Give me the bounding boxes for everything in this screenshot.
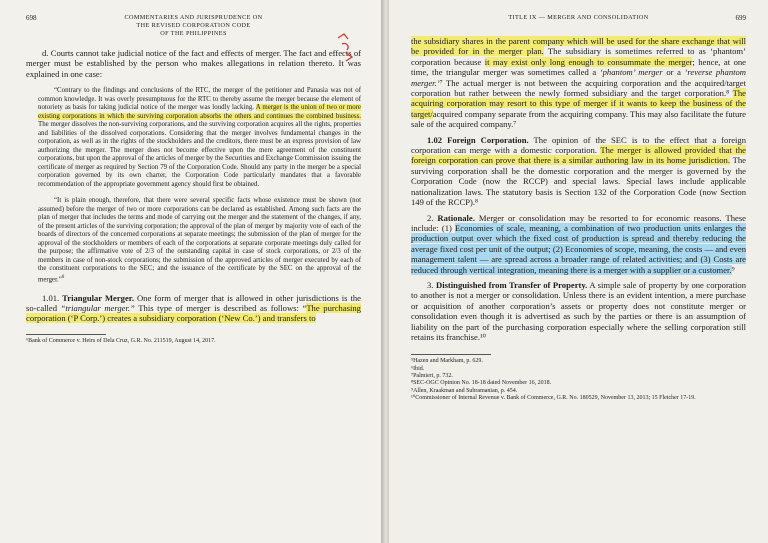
- running-head-line: OF THE PHILIPPINES: [160, 30, 227, 37]
- italic-text: ‘phantom’ merger: [599, 67, 663, 78]
- left-page: [0, 0, 381, 543]
- section-transfer-of-property: [411, 280, 746, 342]
- highlighted-text: the subsidiary shares in the parent company which will be used for the share exchange that will be provided for in the merger plan.: [411, 36, 746, 57]
- section-foreign-corporation: [411, 135, 746, 208]
- paragraph-d: d. Courts cannot take judicial notice of the fact and effects of merger. The fact and effects of merger must be established by the person who makes allegations in relation thereto. It was explained in one case:: [26, 48, 361, 79]
- running-head: [26, 14, 361, 38]
- footnotes: [411, 358, 746, 402]
- section-number: 1.02: [427, 134, 443, 145]
- body-text: ⁷ The actual merger is not between the acquiring corporation and the acquired/target corporation but rather between the newly formed subsidiary and the target corporation.⁸: [411, 77, 746, 99]
- running-head: TITLE IX — MERGER AND CONSOLIDATION: [508, 14, 649, 21]
- body-text: ; hence, at one time, the triangular merger was sometimes called a: [411, 56, 746, 78]
- footnote: ⁷Palmieri, p. 732.: [411, 372, 453, 379]
- running-head-line: COMMENTARIES AND JURISPRUDENCE ON: [124, 14, 263, 21]
- paragraph-phantom-merger: [411, 36, 746, 130]
- body-text: One form of merger that is allowed in other jurisdictions is the so-called: [26, 292, 362, 313]
- body-text: The opinion of the SEC is to the effect that a foreign corporation can merge with a domestic corporation.: [411, 134, 746, 156]
- italic-text: ‘reverse phantom merger.’: [411, 67, 747, 88]
- body-text: This type of merger is described as follows: “: [134, 302, 307, 313]
- highlighted-text: it may exist only long enough to consummate the merger: [484, 56, 693, 67]
- block-quote: [26, 197, 361, 284]
- body-text: A simple sale of property by one corporation to another is not a merger or consolidation. Unless there is an evident intention, a mere purchase or acquisition of another corporation’s assets or property does not constitute merger or consolidation even though it is advertised as such by the parties or there is an assumption of liability on the part of the purchasing corporation especially where the selling corporation still retains its franchise.¹⁰: [411, 279, 746, 342]
- section-triangular-merger: [26, 293, 361, 324]
- footnote: ⁶Ibid.: [411, 365, 425, 372]
- section-number: 2.: [427, 212, 434, 223]
- footnote: ⁶Bank of Commerce v. Heirs of Dela Cruz, G.R. No. 211519, August 14, 2017.: [26, 337, 216, 344]
- body-text: or a: [662, 67, 685, 78]
- section-number: 3.: [427, 279, 434, 290]
- footnote: ¹⁰Commissioner of Internal Revenue v. Bank of Commerce, G.R. No. 180529, November 13, 2013; 15 Fletcher 17-19.: [411, 394, 696, 401]
- book-gutter: [381, 0, 389, 543]
- footnote-marker: ⁹: [731, 264, 735, 275]
- section-title: Rationale.: [437, 212, 475, 223]
- section-title: Triangular Merger.: [62, 292, 134, 303]
- page-number: 699: [735, 14, 746, 22]
- quote-text: The merger dissolves the non-surviving corporations, and the surviving corporation acquires all the rights, properties and liabilities of the dissolved corporations. Considering that the merger involves fundamental changes in the corporation, as well as in the rights of the stockholders and the creditors, there must be an express provision of law authorizing the merger. The merger does not become effective upon the mere agreement of the constituent corporations, but upon the approval of the articles of merger by the Securities and Exchange Commission issuing the certificate of merger as required by Section 79 of the Corporation Code. Should any party in the merger be a special corporation governed by its own charter, the Corporation Code particularly mandates that a favorable recommendation of the appropriate government agency should first be obtained.: [38, 121, 361, 188]
- running-head-line: THE REVISED CORPORATION CODE: [136, 22, 251, 29]
- quote-text: “Contrary to the findings and conclusions of the RTC, the merger of the petitioner and Panasia was not of common knowledge. It was overly presumptuous for the RTC to thereby assume the merger because the element of notoriety as basis for taking judicial notice of the merger was loudly lacking.: [38, 87, 361, 112]
- footnote-divider: [411, 354, 491, 355]
- right-page: [389, 0, 768, 543]
- highlighted-text: The acquiring corporation may resort to this type of merger if it wants to keep the business of the target/: [411, 88, 746, 119]
- quote-text: “It is plain enough, therefore, that there were several specific facts whose existence must be shown (not assumed) before the merger of two or more corporations can be declared as established. Among such facts are the plan of merger that includes the terms and mode of carrying out the merger and the statement of the changes, if any, of the present articles of the surviving corporation; the approval of the plan of merger by majority vote of each of the boards of directors of the concerned corporations at separate meetings; the submission of the plan of merger for the approval of the stockholders or members of each of the corporations at separate corporate meetings duly called for the purpose; the affirmative vote of 2/3 of the outstanding capital in case of stock corporations, or 2/3 of the members in case of non-stock corporations; the submission of the approved articles of merger executed by each of the constituent corporations to the SEC; and the issuance of the certificate by the SEC on the approval of the merger.”: [38, 197, 361, 284]
- pen-annotation-icon: [334, 30, 360, 66]
- footnote-divider: [26, 334, 106, 335]
- body-text: Merger or consolidation may be resorted to for economic reasons. These include: (1): [411, 212, 746, 233]
- footnote: ⁸SEC-OGC Opinion No. 18-18 dated November 16, 2018.: [411, 380, 552, 387]
- page-number: 698: [26, 14, 37, 22]
- highlighted-text: A merger is the union of two or more existing corporations in which the surviving corporation absorbs the others and continues the combined business.: [38, 104, 361, 120]
- section-rationale: [411, 213, 746, 275]
- body-text: The surviving corporation shall be the domestic corporation and the merger is governed by the Corporation Code (now the RCCP) and special laws. Special laws include applicable nationalization laws. The statutory basis is Section 132 of the Corporation Code (now Section 149 of the RCCP).⁸: [411, 155, 746, 208]
- footnote: ⁵Hazen and Markham, p. 629.: [411, 358, 483, 365]
- block-quote: [26, 87, 361, 189]
- footnote: ⁹Allen, Kraakman and Subramanian, p. 454.: [411, 387, 518, 394]
- highlighted-text: The merger is allowed provided that the foreign corporation can prove that there is a similar authoring law in its home jurisdiction.: [411, 145, 746, 166]
- italic-text: “triangular merger.”: [60, 302, 135, 313]
- highlighted-text: Economies of scale, meaning, a combination of two production units enlarges the production output over which the fixed cost of production is spread and thereby reducing the average fixed cost per unit of the output; (2) Economies of scope, meaning, the costs — and even management talent — are spread across a broader range of related activities; and (3) Costs are reduced through vertical integration, meaning there is a merger with a supplier or a customer.: [411, 222, 746, 275]
- section-number: 1.01.: [42, 292, 60, 303]
- section-title: Foreign Corporation.: [447, 134, 529, 145]
- section-title: Distinguished from Transfer of Property.: [435, 279, 588, 290]
- highlighted-text: The purchasing corporation (‘P Corp.’) creates a subsidiary corporation (‘New Co.’) and transfers to: [26, 302, 361, 324]
- footnote-marker: 6: [61, 274, 65, 280]
- body-text: The subsidiary is sometimes referred to as ‘phantom’ corporation because: [411, 46, 746, 67]
- body-text: acquired company separate from the acquiring company. This may also facilitate the future sale of the acquired company.⁷: [411, 108, 746, 130]
